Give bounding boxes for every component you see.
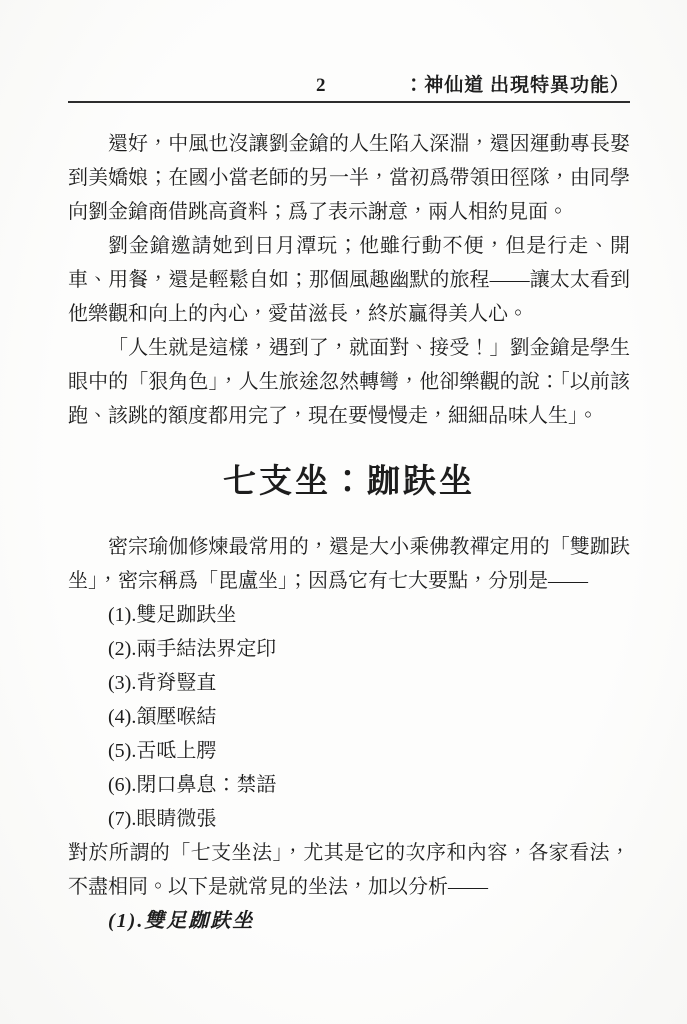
page-content bbox=[68, 127, 630, 938]
list-item: (2).兩手結法界定印 bbox=[108, 638, 277, 660]
list-item: (4).頷壓喉結 bbox=[108, 706, 217, 728]
running-header-title: ：神仙道 出現特異功能） bbox=[404, 75, 630, 96]
running-header bbox=[68, 74, 630, 98]
header-rule bbox=[68, 101, 630, 103]
subsection-heading: (1).雙足跏趺坐 bbox=[108, 910, 255, 932]
paragraph-2: 劉金鎗邀請她到日月潭玩；他雖行動不便，但是行走、開車、用餐，還是輕鬆自如；那個風趣幽默的旅程——讓太太看到他樂觀和向上的內心，愛苗滋長，終於贏得美人心。 bbox=[68, 235, 630, 325]
section-heading: 七支坐：跏趺坐 bbox=[223, 464, 475, 500]
list-item: (6).閉口鼻息：禁語 bbox=[108, 774, 277, 796]
list-item: (5).舌呧上腭 bbox=[108, 740, 217, 762]
seven-points-list bbox=[68, 598, 630, 836]
section-intro-paragraph: 密宗瑜伽修煉最常用的，還是大小乘佛教禪定用的「雙跏趺坐」，密宗稱爲「毘盧坐」；因爲它有七大要點，分別是—— bbox=[68, 536, 630, 592]
page-number: 2 bbox=[316, 75, 327, 96]
list-item: (3).背脊豎直 bbox=[108, 672, 217, 694]
closing-paragraph: 對於所謂的「七支坐法」，尤其是它的次序和內容，各家看法，不盡相同。以下是就常見的坐法，加以分析—— bbox=[68, 842, 630, 898]
list-item: (7).眼睛微張 bbox=[108, 808, 217, 830]
paragraph-3: 「人生就是這樣，遇到了，就面對、接受！」劉金鎗是學生眼中的「狠角色」，人生旅途忽然轉彎，他卻樂觀的說：「以前該跑、該跳的額度都用完了，現在要慢慢走，細細品味人生」。 bbox=[68, 337, 630, 427]
list-item: (1).雙足跏趺坐 bbox=[108, 604, 237, 626]
paragraph-1: 還好，中風也沒讓劉金鎗的人生陷入深淵，還因運動專長娶到美嬌娘；在國小當老師的另一半，當初爲帶領田徑隊，由同學向劉金鎗商借跳高資料；爲了表示謝意，兩人相約見面。 bbox=[68, 133, 630, 223]
